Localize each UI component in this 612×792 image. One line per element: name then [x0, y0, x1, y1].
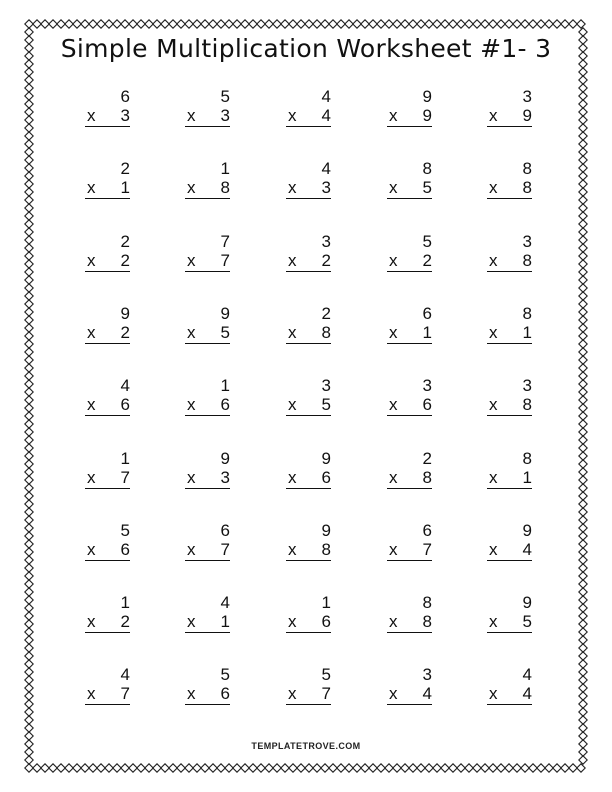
answer-line	[387, 632, 432, 633]
multiplier: 6	[422, 395, 432, 414]
multiplicand: 4	[321, 159, 331, 178]
multiplier: 4	[422, 684, 432, 703]
multiplicand: 3	[422, 376, 432, 395]
problem-r7-c3	[276, 522, 331, 562]
multiplier: 7	[120, 684, 130, 703]
multiplicand: 9	[120, 304, 130, 323]
multiplicand: 9	[321, 521, 331, 540]
problem-r3-c1	[75, 233, 130, 273]
answer-line	[286, 126, 331, 127]
problem-r7-c4	[377, 522, 432, 562]
multiply-sign: x	[389, 612, 398, 631]
multiplier: 7	[220, 540, 230, 559]
multiplicand: 3	[321, 232, 331, 251]
multiply-sign: x	[187, 323, 196, 342]
multiplicand: 8	[522, 449, 532, 468]
multiply-sign: x	[288, 251, 297, 270]
problem-r4-c2	[175, 305, 230, 345]
problem-r8-c4	[377, 594, 432, 634]
problem-r2-c5	[477, 160, 532, 200]
answer-line	[487, 488, 532, 489]
multiplicand: 5	[120, 521, 130, 540]
multiply-sign: x	[187, 468, 196, 487]
answer-line	[85, 126, 130, 127]
problem-r2-c1	[75, 160, 130, 200]
problem-r6-c4	[377, 450, 432, 490]
answer-line	[487, 126, 532, 127]
multiplicand: 8	[522, 159, 532, 178]
answer-line	[85, 488, 130, 489]
multiplicand: 3	[522, 232, 532, 251]
multiply-sign: x	[288, 178, 297, 197]
problem-r5-c5	[477, 377, 532, 417]
multiplier: 2	[120, 251, 130, 270]
answer-line	[387, 343, 432, 344]
problem-r5-c3	[276, 377, 331, 417]
problem-r7-c5	[477, 522, 532, 562]
multiply-sign: x	[87, 684, 96, 703]
multiplicand: 4	[120, 376, 130, 395]
multiplier: 8	[422, 468, 432, 487]
multiply-sign: x	[389, 468, 398, 487]
multiplicand: 8	[422, 593, 432, 612]
multiply-sign: x	[187, 684, 196, 703]
multiplicand: 5	[321, 665, 331, 684]
multiply-sign: x	[389, 178, 398, 197]
answer-line	[487, 343, 532, 344]
multiplier: 8	[422, 612, 432, 631]
multiply-sign: x	[489, 612, 498, 631]
answer-line	[387, 415, 432, 416]
problem-r5-c4	[377, 377, 432, 417]
multiplier: 6	[321, 612, 331, 631]
multiply-sign: x	[288, 395, 297, 414]
problem-r1-c1	[75, 88, 130, 128]
answer-line	[286, 415, 331, 416]
multiply-sign: x	[87, 612, 96, 631]
multiplier: 1	[120, 178, 130, 197]
multiplier: 7	[422, 540, 432, 559]
multiplicand: 1	[220, 159, 230, 178]
multiplicand: 9	[321, 449, 331, 468]
multiply-sign: x	[389, 251, 398, 270]
multiplicand: 3	[522, 376, 532, 395]
multiply-sign: x	[187, 178, 196, 197]
multiplicand: 5	[220, 665, 230, 684]
multiplier: 8	[522, 395, 532, 414]
multiplier: 6	[220, 684, 230, 703]
multiply-sign: x	[187, 612, 196, 631]
multiplicand: 4	[120, 665, 130, 684]
answer-line	[286, 632, 331, 633]
answer-line	[85, 704, 130, 705]
answer-line	[85, 560, 130, 561]
multiplicand: 4	[220, 593, 230, 612]
multiply-sign: x	[87, 106, 96, 125]
multiply-sign: x	[489, 251, 498, 270]
multiplicand: 1	[120, 593, 130, 612]
multiply-sign: x	[489, 178, 498, 197]
answer-line	[286, 198, 331, 199]
answer-line	[387, 488, 432, 489]
answer-line	[487, 704, 532, 705]
problem-r3-c2	[175, 233, 230, 273]
problem-r4-c3	[276, 305, 331, 345]
multiplier: 1	[522, 323, 532, 342]
answer-line	[85, 271, 130, 272]
multiplicand: 3	[522, 87, 532, 106]
problem-r9-c3	[276, 666, 331, 706]
problem-r6-c3	[276, 450, 331, 490]
multiplier: 5	[321, 395, 331, 414]
multiplier: 3	[321, 178, 331, 197]
multiply-sign: x	[489, 323, 498, 342]
multiplier: 6	[120, 395, 130, 414]
multiplier: 4	[522, 540, 532, 559]
multiply-sign: x	[187, 106, 196, 125]
multiplier: 7	[220, 251, 230, 270]
multiplicand: 5	[220, 87, 230, 106]
problem-r1-c4	[377, 88, 432, 128]
multiplicand: 2	[120, 232, 130, 251]
problem-grid	[75, 88, 537, 708]
answer-line	[387, 198, 432, 199]
answer-line	[85, 415, 130, 416]
multiplicand: 9	[220, 449, 230, 468]
answer-line	[286, 704, 331, 705]
multiply-sign: x	[489, 468, 498, 487]
multiplier: 5	[220, 323, 230, 342]
multiplicand: 1	[321, 593, 331, 612]
multiply-sign: x	[489, 395, 498, 414]
problem-r4-c4	[377, 305, 432, 345]
multiplier: 2	[422, 251, 432, 270]
multiply-sign: x	[389, 395, 398, 414]
multiplicand: 9	[522, 521, 532, 540]
multiplier: 8	[321, 323, 331, 342]
problem-r8-c5	[477, 594, 532, 634]
multiply-sign: x	[389, 323, 398, 342]
answer-line	[85, 632, 130, 633]
multiplier: 6	[220, 395, 230, 414]
multiplier: 8	[522, 251, 532, 270]
answer-line	[185, 488, 230, 489]
answer-line	[185, 271, 230, 272]
multiplier: 6	[120, 540, 130, 559]
answer-line	[387, 126, 432, 127]
problem-r2-c4	[377, 160, 432, 200]
multiplicand: 6	[422, 521, 432, 540]
multiply-sign: x	[288, 106, 297, 125]
problem-r4-c5	[477, 305, 532, 345]
multiplicand: 6	[220, 521, 230, 540]
problem-r1-c2	[175, 88, 230, 128]
multiplier: 1	[220, 612, 230, 631]
problem-r8-c1	[75, 594, 130, 634]
multiplicand: 2	[422, 449, 432, 468]
answer-line	[185, 198, 230, 199]
problem-r6-c1	[75, 450, 130, 490]
multiply-sign: x	[87, 178, 96, 197]
answer-line	[286, 488, 331, 489]
answer-line	[85, 198, 130, 199]
answer-line	[185, 632, 230, 633]
problem-r5-c2	[175, 377, 230, 417]
multiplicand: 4	[321, 87, 331, 106]
multiply-sign: x	[389, 684, 398, 703]
multiplier: 7	[120, 468, 130, 487]
multiply-sign: x	[489, 106, 498, 125]
multiplicand: 9	[220, 304, 230, 323]
multiplicand: 3	[422, 665, 432, 684]
multiply-sign: x	[187, 540, 196, 559]
multiplicand: 3	[321, 376, 331, 395]
multiply-sign: x	[87, 251, 96, 270]
multiplier: 8	[321, 540, 331, 559]
answer-line	[185, 560, 230, 561]
problem-r5-c1	[75, 377, 130, 417]
multiplier: 9	[422, 106, 432, 125]
problem-r4-c1	[75, 305, 130, 345]
footer-brand: TEMPLATETROVE.COM	[251, 741, 361, 751]
multiply-sign: x	[489, 684, 498, 703]
multiplier: 4	[321, 106, 331, 125]
answer-line	[185, 126, 230, 127]
multiplier: 2	[120, 612, 130, 631]
answer-line	[487, 560, 532, 561]
multiplicand: 6	[422, 304, 432, 323]
problem-r8-c3	[276, 594, 331, 634]
multiplier: 3	[220, 468, 230, 487]
problem-r7-c1	[75, 522, 130, 562]
multiplier: 7	[321, 684, 331, 703]
page-title: Simple Multiplication Worksheet #1- 3	[60, 34, 552, 63]
multiplicand: 1	[220, 376, 230, 395]
problem-r3-c5	[477, 233, 532, 273]
multiply-sign: x	[87, 468, 96, 487]
problem-r9-c5	[477, 666, 532, 706]
answer-line	[487, 198, 532, 199]
problem-r9-c4	[377, 666, 432, 706]
multiplicand: 8	[522, 304, 532, 323]
answer-line	[185, 343, 230, 344]
answer-line	[387, 560, 432, 561]
problem-r6-c2	[175, 450, 230, 490]
multiplier: 8	[522, 178, 532, 197]
multiplier: 8	[220, 178, 230, 197]
answer-line	[487, 632, 532, 633]
multiplicand: 5	[422, 232, 432, 251]
multiply-sign: x	[389, 106, 398, 125]
multiplicand: 8	[422, 159, 432, 178]
multiply-sign: x	[288, 323, 297, 342]
answer-line	[286, 343, 331, 344]
multiplicand: 7	[220, 232, 230, 251]
multiplicand: 9	[522, 593, 532, 612]
multiply-sign: x	[288, 684, 297, 703]
answer-line	[387, 704, 432, 705]
multiply-sign: x	[288, 540, 297, 559]
multiplier: 5	[422, 178, 432, 197]
multiply-sign: x	[389, 540, 398, 559]
multiply-sign: x	[288, 612, 297, 631]
answer-line	[85, 343, 130, 344]
multiplicand: 6	[120, 87, 130, 106]
problem-r1-c5	[477, 88, 532, 128]
multiplicand: 2	[321, 304, 331, 323]
answer-line	[185, 415, 230, 416]
multiplier: 4	[522, 684, 532, 703]
answer-line	[286, 271, 331, 272]
answer-line	[286, 560, 331, 561]
multiplicand: 2	[120, 159, 130, 178]
multiplier: 6	[321, 468, 331, 487]
answer-line	[387, 271, 432, 272]
multiply-sign: x	[87, 540, 96, 559]
multiplier: 3	[220, 106, 230, 125]
problem-r6-c5	[477, 450, 532, 490]
multiplicand: 1	[120, 449, 130, 468]
problem-r9-c2	[175, 666, 230, 706]
problem-r8-c2	[175, 594, 230, 634]
multiplier: 9	[522, 106, 532, 125]
answer-line	[487, 271, 532, 272]
problem-r2-c3	[276, 160, 331, 200]
answer-line	[487, 415, 532, 416]
problem-r3-c4	[377, 233, 432, 273]
multiply-sign: x	[288, 468, 297, 487]
multiplier: 2	[120, 323, 130, 342]
answer-line	[185, 704, 230, 705]
multiply-sign: x	[87, 323, 96, 342]
problem-r3-c3	[276, 233, 331, 273]
multiplier: 5	[522, 612, 532, 631]
problem-r2-c2	[175, 160, 230, 200]
multiplicand: 9	[422, 87, 432, 106]
multiplier: 1	[522, 468, 532, 487]
multiply-sign: x	[187, 251, 196, 270]
problem-r9-c1	[75, 666, 130, 706]
problem-r7-c2	[175, 522, 230, 562]
problem-r1-c3	[276, 88, 331, 128]
multiplier: 2	[321, 251, 331, 270]
multiply-sign: x	[87, 395, 96, 414]
multiplicand: 4	[522, 665, 532, 684]
multiplier: 3	[120, 106, 130, 125]
multiplier: 1	[422, 323, 432, 342]
multiply-sign: x	[187, 395, 196, 414]
multiply-sign: x	[489, 540, 498, 559]
